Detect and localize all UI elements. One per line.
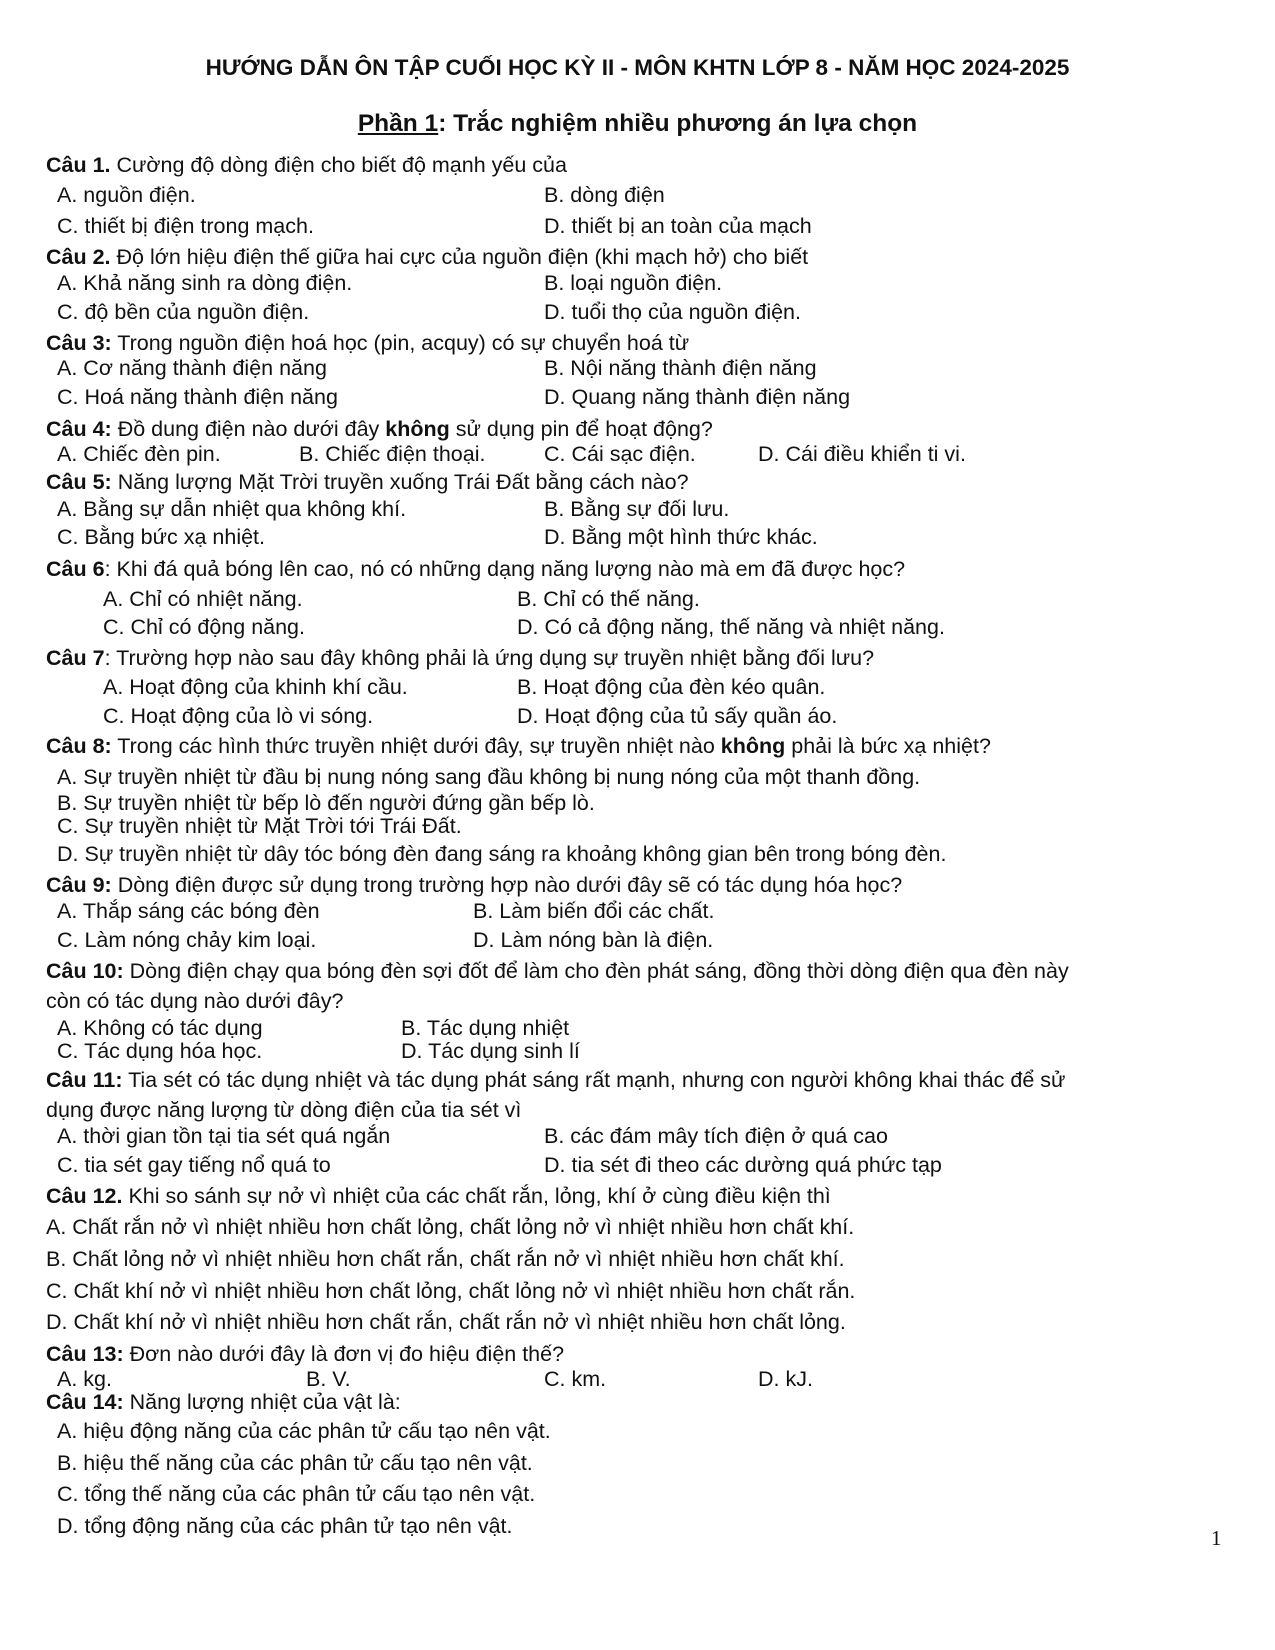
option-b: B. hiệu thế năng của các phân tử cấu tạo nên vật.	[57, 1451, 533, 1475]
question-1	[46, 152, 567, 178]
question-label: Câu 13:	[46, 1342, 124, 1366]
question-label: Câu 1.	[46, 153, 111, 177]
question-3	[46, 330, 689, 356]
option-a: A. hiệu động năng của các phân tử cấu tạo nên vật.	[57, 1419, 551, 1443]
option-b: B. Hoạt động của đèn kéo quân.	[517, 675, 826, 699]
option-d: D. tia sét đi theo các dường quá phức tạp	[544, 1153, 942, 1177]
option-a: A. kg.	[57, 1367, 112, 1391]
option-b: B. Chiếc điện thoại.	[299, 442, 486, 466]
question-text-end: phải là bức xạ nhiệt?	[785, 734, 991, 758]
option-d: D. thiết bị an toàn của mạch	[544, 214, 812, 238]
question-text: Tia sét có tác dụng nhiệt và tác dụng phát sáng rất mạnh, nhưng con người không khai thác để sử	[122, 1068, 1066, 1092]
question-5	[46, 469, 689, 495]
question-label: Câu 5:	[46, 470, 112, 494]
part-heading	[0, 110, 1275, 138]
option-b: B. loại nguồn điện.	[544, 271, 723, 295]
question-text: Khi so sánh sự nở vì nhiệt của các chất rắn, lỏng, khí ở cùng điều kiện thì	[122, 1184, 831, 1208]
question-label: Câu 6	[46, 557, 105, 581]
option-a: A. Thắp sáng các bóng đèn	[57, 899, 320, 923]
option-b: B. Nội năng thành điện năng	[544, 356, 817, 380]
question-13	[46, 1341, 564, 1367]
question-label: Câu 10:	[46, 959, 124, 983]
question-label: Câu 7	[46, 646, 105, 670]
question-text: Trong nguồn điện hoá học (pin, acquy) có sự chuyển hoá từ	[111, 331, 690, 355]
question-2	[46, 244, 808, 270]
option-b: B. Bằng sự đối lưu.	[544, 497, 730, 521]
option-c: C. Bằng bức xạ nhiệt.	[57, 525, 266, 549]
option-a: A. Chiếc đèn pin.	[57, 442, 221, 466]
question-label: Câu 11:	[46, 1068, 123, 1092]
option-c: C. Chất khí nở vì nhiệt nhiều hơn chất lỏng, chất lỏng nở vì nhiệt nhiều hơn chất rắn.	[46, 1279, 856, 1303]
option-a: A. Chất rắn nở vì nhiệt nhiều hơn chất lỏng, chất lỏng nở vì nhiệt nhiều hơn chất khí.	[46, 1215, 855, 1239]
question-text: Đồ dung điện nào dưới đây	[111, 417, 386, 441]
option-a: A. Khả năng sinh ra dòng điện.	[57, 271, 353, 295]
question-8	[46, 733, 991, 759]
option-d: D. Bằng một hình thức khác.	[544, 525, 818, 549]
option-c: C. Chỉ có động năng.	[103, 615, 305, 639]
question-text: Dòng điện được sử dụng trong trường hợp nào dưới đây sẽ có tác dụng hóa học?	[111, 873, 903, 897]
option-d: D. kJ.	[758, 1367, 813, 1391]
question-text: : Khi đá quả bóng lên cao, nó có những dạng năng lượng nào mà em đã được học?	[104, 557, 906, 581]
option-d: D. Có cả động năng, thế năng và nhiệt năng.	[517, 615, 945, 639]
question-7	[46, 645, 874, 671]
emphasis: không	[385, 417, 450, 441]
emphasis: không	[720, 734, 786, 758]
option-a: A. Hoạt động của khinh khí cầu.	[103, 675, 408, 699]
question-text-end: sử dụng pin để hoạt động?	[449, 417, 713, 441]
option-d: D. tuổi thọ của nguồn điện.	[544, 300, 801, 324]
option-c: C. km.	[544, 1367, 607, 1391]
option-c: C. Làm nóng chảy kim loại.	[57, 928, 317, 952]
option-b: B. các đám mây tích điện ở quá cao	[544, 1124, 888, 1148]
question-text: Dòng điện chạy qua bóng đèn sợi đốt để làm cho đèn phát sáng, đồng thời dòng điện qua đèn này	[123, 959, 1069, 983]
option-c: C. Sự truyền nhiệt từ Mặt Trời tới Trái Đất.	[57, 814, 462, 838]
option-d: D. Hoạt động của tủ sấy quần áo.	[517, 704, 838, 728]
option-c: C. Tác dụng hóa học.	[57, 1039, 263, 1063]
question-12	[46, 1183, 831, 1209]
option-a: A. Chỉ có nhiệt năng.	[103, 587, 303, 611]
option-a: A. Sự truyền nhiệt từ đầu bị nung nóng sang đầu không bị nung nóng của một thanh đồng.	[57, 765, 921, 789]
option-d: D. Tác dụng sinh lí	[401, 1039, 580, 1063]
question-4	[46, 416, 713, 442]
question-10-continued: còn có tác dụng nào dưới đây?	[46, 989, 344, 1013]
option-c: C. tia sét gay tiếng nổ quá to	[57, 1153, 331, 1177]
question-text: Độ lớn hiệu điện thế giữa hai cực của nguồn điện (khi mạch hở) cho biết	[110, 245, 809, 269]
option-d: D. tổng động năng của các phân tử tạo nên vật.	[57, 1514, 513, 1538]
question-text: Đơn nào dưới đây là đơn vị đo hiệu điện thế?	[123, 1342, 565, 1366]
option-a: A. Bằng sự dẫn nhiệt qua không khí.	[57, 497, 407, 521]
question-9	[46, 872, 902, 898]
part-label: Phần 1	[357, 110, 439, 137]
option-b: B. Sự truyền nhiệt từ bếp lò đến người đứng gần bếp lò.	[57, 791, 595, 815]
question-text: Trong các hình thức truyền nhiệt dưới đây, sự truyền nhiệt nào	[111, 734, 721, 758]
question-6	[46, 556, 905, 582]
page-title: HƯỚNG DẪN ÔN TẬP CUỐI HỌC KỲ II - MÔN KHTN LỚP 8 - NĂM HỌC 2024-2025	[205, 55, 1070, 80]
option-c: C. Hoá năng thành điện năng	[57, 385, 338, 409]
option-a: A. thời gian tồn tại tia sét quá ngắn	[57, 1124, 391, 1148]
option-b: B. Tác dụng nhiệt	[401, 1016, 570, 1040]
page-number: 1	[1211, 1526, 1222, 1550]
option-c: C. Hoạt động của lò vi sóng.	[103, 704, 374, 728]
part-title: : Trắc nghiệm nhiều phương án lựa chọn	[438, 110, 918, 137]
question-label: Câu 2.	[46, 245, 111, 269]
question-14	[46, 1389, 401, 1415]
question-label: Câu 12.	[46, 1184, 123, 1208]
question-label: Câu 3:	[46, 331, 112, 355]
option-a: A. Cơ năng thành điện năng	[57, 356, 327, 380]
option-d: D. Chất khí nở vì nhiệt nhiều hơn chất rắn, chất rắn nở vì nhiệt nhiều hơn chất lỏng.	[46, 1310, 846, 1334]
option-b: B. V.	[306, 1367, 351, 1391]
option-b: B. dòng điện	[544, 183, 665, 207]
option-c: C. tổng thế năng của các phân tử cấu tạo nên vật.	[57, 1482, 536, 1506]
option-b: B. Chất lỏng nở vì nhiệt nhiều hơn chất rắn, chất rắn nở vì nhiệt nhiều hơn chất khí.	[46, 1247, 845, 1271]
question-label: Câu 4:	[46, 417, 112, 441]
question-label: Câu 14:	[46, 1390, 124, 1414]
option-c: C. Cái sạc điện.	[544, 442, 696, 466]
question-text: Năng lượng Mặt Trời truyền xuống Trái Đất bằng cách nào?	[111, 470, 689, 494]
option-a: A. nguồn điện.	[57, 183, 196, 207]
question-11	[46, 1067, 1065, 1093]
question-text: Năng lượng nhiệt của vật là:	[123, 1390, 401, 1414]
option-b: B. Làm biến đổi các chất.	[473, 899, 715, 923]
option-d: D. Sự truyền nhiệt từ dây tóc bóng đèn đang sáng ra khoảng không gian bên trong bóng đèn.	[57, 842, 947, 866]
question-10	[46, 958, 1069, 984]
option-d: D. Quang năng thành điện năng	[544, 385, 851, 409]
question-text: Cường độ dòng điện cho biết độ mạnh yếu của	[110, 153, 567, 177]
option-d: D. Cái điều khiển ti vi.	[758, 442, 966, 466]
option-d: D. Làm nóng bàn là điện.	[473, 928, 714, 952]
option-a: A. Không có tác dụng	[57, 1016, 263, 1040]
question-label: Câu 9:	[46, 873, 112, 897]
option-b: B. Chỉ có thế năng.	[517, 587, 700, 611]
question-text: : Trường hợp nào sau đây không phải là ứng dụng sự truyền nhiệt bằng đối lưu?	[104, 646, 875, 670]
option-c: C. thiết bị điện trong mạch.	[57, 214, 314, 238]
option-c: C. độ bền của nguồn điện.	[57, 300, 310, 324]
question-11-continued: dụng được năng lượng từ dòng điện của tia sét vì	[46, 1098, 522, 1122]
question-label: Câu 8:	[46, 734, 112, 758]
